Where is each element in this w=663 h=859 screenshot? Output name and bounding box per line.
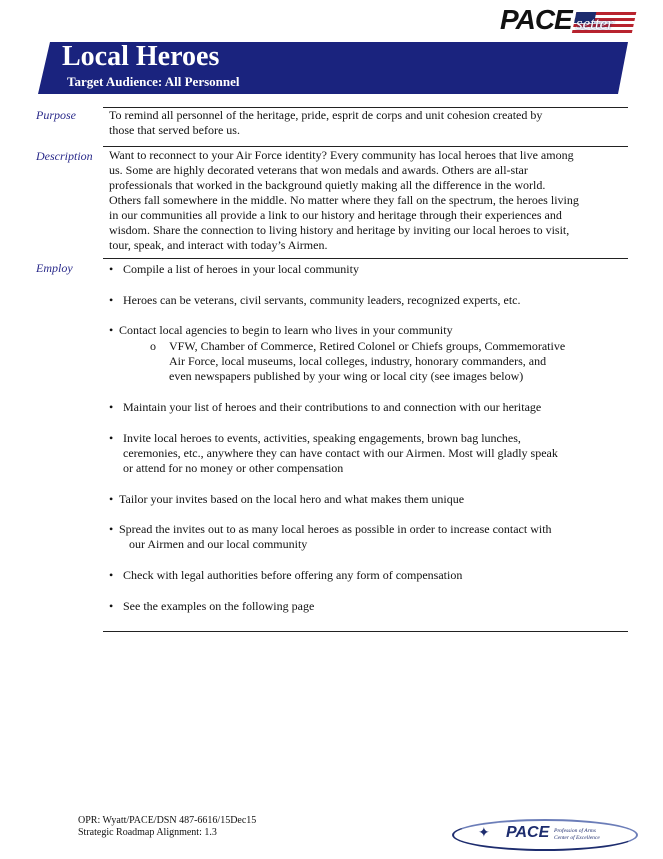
list-item: • Contact local agencies to begin to learn who lives in your community: [109, 323, 453, 337]
pace-setter-logo: [470, 4, 638, 38]
footer-alignment: Strategic Roadmap Alignment: 1.3: [78, 827, 217, 838]
divider: [103, 631, 628, 632]
target-audience: Target Audience: All Personnel: [67, 74, 240, 89]
list-item: • Spread the invites out to as many local heroes as possible in order to increase contact with our Airmen and our local community: [109, 522, 552, 551]
sub-list-item: o VFW, Chamber of Commerce, Retired Colonel or Chiefs groups, Commemorative Air Force, local museums, local colleges, industry, honorary commanders, and even newspapers published by your wing or local city (see images below): [150, 339, 566, 383]
divider: [103, 258, 628, 259]
list-item: • Heroes can be veterans, civil servants, community leaders, recognized experts, etc.: [109, 293, 521, 307]
description-text: Want to reconnect to your Air Force identity? Every community has local heroes that live among us. Some are highly decorated veterans that won medals and awards. Others are all-star professionals that worked in the background quietly making all the difference in the world. Others fall somewhere in the middle. No matter where they fall on the spectrum, the heroes living in our communities all provide a link to our history and heritage through their experiences and wisdom. Share the connection to living history and heritage by inviting our local heroes to visit, tour, speak, and interact with today’s Airmen.: [109, 148, 579, 252]
purpose-label: Purpose: [36, 108, 76, 122]
logo-setter-text: setter: [576, 14, 614, 33]
list-item: • See the examples on the following page: [109, 599, 315, 613]
divider: [103, 146, 628, 147]
air-force-emblem-icon: ✦: [478, 825, 490, 841]
pace-footer-logo: ✦ PACE Profession of Arms Center of Excellence: [452, 817, 637, 849]
list-item: • Invite local heroes to events, activities, speaking engagements, brown bag lunches, ceremonies, etc., anywhere they can have contact with our Airmen. Most will gladly speak or attend for no money or other compensation: [109, 431, 558, 475]
purpose-text: To remind all personnel of the heritage, pride, esprit de corps and unit cohesion created by those that served before us.: [109, 108, 543, 137]
employ-label: Employ: [36, 261, 73, 275]
list-item: • Tailor your invites based on the local hero and what makes them unique: [109, 492, 465, 506]
list-item: • Check with legal authorities before offering any form of compensation: [109, 568, 463, 582]
description-label: Description: [36, 149, 93, 163]
footer-opr: OPR: Wyatt/PACE/DSN 487-6616/15Dec15: [78, 815, 257, 826]
list-item: • Maintain your list of heroes and their contributions to and connection with our heritage: [109, 400, 542, 414]
logo-pace-text: PACE: [500, 4, 572, 35]
list-item: • Compile a list of heroes in your local community: [109, 262, 359, 276]
page-title: Local Heroes: [62, 41, 220, 72]
